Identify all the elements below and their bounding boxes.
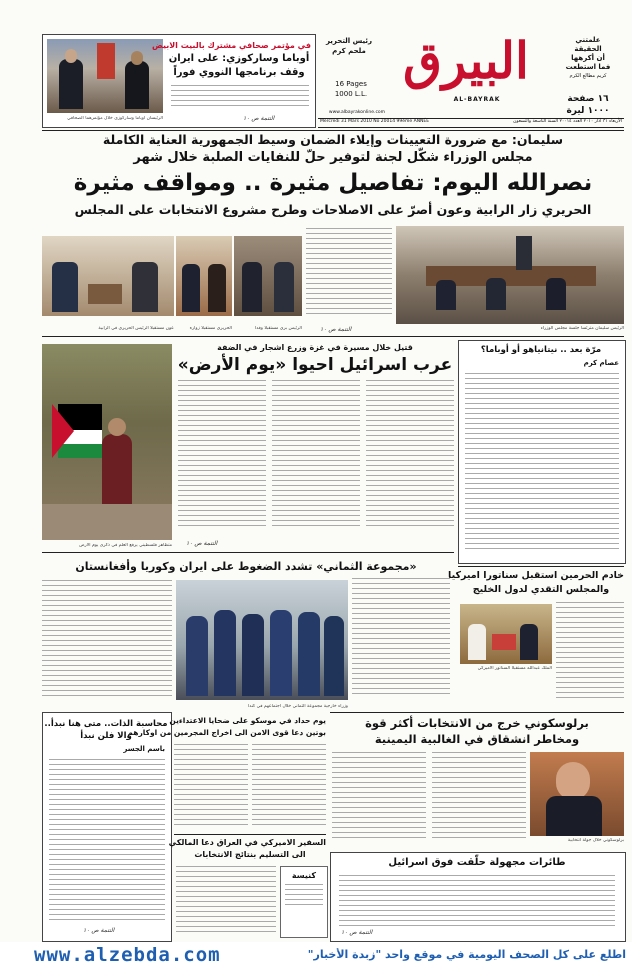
- israel-planes-box: [330, 852, 626, 942]
- top-story-caption: الرئيسان أوباما وساركوزي خلال مؤتمرهما الصحافي: [67, 116, 163, 121]
- editor-title: رئيس التحرير: [325, 37, 373, 45]
- saudi-photo: [460, 604, 552, 664]
- self-accounting-headline-2: والا فلن نبدأ: [80, 731, 132, 741]
- israel-planes-more: التتمة ص ١٠: [341, 929, 373, 936]
- palestine-more: التتمة ص ١٠: [186, 540, 218, 547]
- main-caption-4: عون مستقبلاً الرئيس الحريري في الرابية: [98, 326, 174, 331]
- pages-en: 16 Pages: [335, 80, 367, 88]
- top-story-kicker: في مؤتمر صحافي مشترك بالبيت الابيض: [152, 41, 311, 50]
- main-text-column: [306, 228, 392, 324]
- main-photo-aoun: [42, 236, 174, 316]
- self-accounting-box: [42, 712, 172, 942]
- iraq-body: [176, 866, 276, 936]
- logo-ar: البيرق: [403, 31, 529, 90]
- church-box: [280, 866, 328, 938]
- editor-name: ملحم كرم: [332, 47, 366, 55]
- footer-url[interactable]: www.alzebda.com: [34, 944, 221, 966]
- motto-line-3: أن أكرهها: [571, 54, 605, 62]
- g8-photo: [176, 580, 348, 700]
- berlusconi-photo: [530, 752, 624, 836]
- top-story-box: [42, 34, 316, 128]
- moscow-kicker: يوم حداد في موسكو على ضحايا الاعتداءين: [169, 716, 326, 725]
- g8-body-2: [42, 580, 172, 704]
- berlusconi-body-1: [432, 752, 526, 846]
- motto-line-1: علمتني: [575, 36, 601, 44]
- column-author: عصام كرم: [583, 359, 619, 367]
- price-en: 1000 L.L.: [334, 90, 368, 98]
- date-bar: [318, 118, 624, 128]
- church-title: كنيسة: [291, 871, 317, 880]
- moscow-body-2: [174, 744, 248, 830]
- footer-slogan: اطلع على كل الصحف اليومية في موقع واحد "زبدة الأخبار": [307, 948, 626, 961]
- palestine-photo: [42, 344, 172, 540]
- saudi-body: [556, 602, 624, 706]
- top-story-more: التتمة ص ١٠: [243, 115, 275, 122]
- israel-planes-body: [339, 875, 615, 933]
- date-en: Mercredi 31 Mars 2010 No 20014 99ème ANNÉE: [320, 119, 430, 124]
- g8-body-1: [352, 578, 450, 704]
- berlusconi-headline-2: ومخاطر انشقاق في الغالبية اليمينية: [374, 732, 580, 746]
- iraq-headline-2: الى التسليم بنتائج الانتخابات: [194, 850, 306, 859]
- self-accounting-more: التتمة ص ١٠: [83, 927, 115, 934]
- palestine-body-3: [366, 380, 454, 536]
- main-caption-3: الحريري مستقبلاً زواره: [189, 326, 232, 331]
- self-accounting-headline-1: محاسبة الذات.. متى هنا نبدأ..: [44, 719, 168, 729]
- israel-planes-headline: طائرات مجهولة حلّقت فوق اسرائيل: [388, 857, 566, 868]
- left-motto: [552, 36, 624, 81]
- footer-bar: [0, 942, 632, 974]
- palestine-kicker: قتيل خلال مسيرة في غزة وزرع اشجار في الضفة: [217, 343, 413, 352]
- iraq-headline-1: السفير الاميركي في العراق دعا المالكي: [168, 838, 326, 847]
- top-story-headline-1: أوباما وساركوزي: على ايران: [168, 53, 310, 64]
- motto-line-4: فما استطعت: [565, 63, 611, 71]
- main-caption-2: الرئيس بري مستقبلاً وفداً: [254, 326, 302, 331]
- main-photo-cabinet: [396, 226, 624, 324]
- main-more: التتمة ص ١٠: [320, 326, 352, 333]
- palestine-caption: متظاهر فلسطيني يرفع العلم في ذكرى يوم الأرض: [79, 543, 172, 548]
- saudi-caption: الملك عبدالله مستقبلاً السناتور الاميركي: [477, 666, 552, 671]
- column-body: [465, 373, 619, 557]
- motto-credit: كريم مطالع الكرم: [569, 73, 607, 79]
- main-headline-2: مجلس الوزراء شكّل لجنة لتوفير حلّ للنفايات الصلبة خلال شهر: [133, 150, 533, 165]
- website[interactable]: www.albayrakonline.com: [328, 110, 386, 115]
- saudi-headline-1: خادم الحرمين استقبل سناتورا اميركيا: [448, 570, 624, 581]
- moscow-body-1: [252, 744, 326, 830]
- main-headline-4: الحريري زار الرابية وعون أصرّ على الاصلاحات وطرح مشروع الانتخابات على المجلس: [74, 202, 592, 217]
- pages-ar: ١٦ صفحة: [567, 94, 609, 104]
- top-story-headline-2: وقف برنامجها النووي فوراً: [173, 67, 305, 78]
- palestine-body-2: [272, 380, 360, 536]
- berlusconi-caption: برلوسكوني خلال جولة انتخابية: [567, 838, 624, 843]
- editor-block: [318, 36, 380, 56]
- top-story-body: [171, 85, 309, 115]
- berlusconi-body-2: [332, 752, 426, 846]
- saudi-headline-2: والمجلس التقدي لدول الخليج: [472, 584, 610, 595]
- main-headline-1: سليمان: مع ضرورة التعيينات وإيلاء الضمان وسيط الجمهورية العناية الكاملة: [102, 132, 564, 147]
- palestine-headline: عرب اسرائيل احيوا «يوم الأرض»: [177, 355, 453, 375]
- main-caption-1: الرئيس سليمان مترئساً جلسة مجلس الوزراء: [540, 326, 624, 331]
- column-kicker: مرّة بعد .. نيتانياهو أو أوباما؟: [480, 345, 602, 355]
- palestine-body-1: [178, 380, 266, 536]
- masthead-logo: [382, 30, 550, 96]
- price-ar: ١٠٠٠ ليرة: [566, 106, 610, 116]
- main-photo-hariri: [176, 236, 232, 316]
- self-accounting-body: [49, 759, 165, 927]
- self-accounting-author: باسم الجسر: [123, 745, 165, 753]
- main-photo-berri: [234, 236, 302, 316]
- top-story-photo: [47, 39, 163, 113]
- date-ar: الأربعاء ٣١ آذار ٢٠١٠ العدد ٢٠٠١٤ السنة التاسعة والتسعون: [513, 119, 622, 124]
- g8-headline: «مجموعة الثماني» تشدد الضغوط على ايران وكوريا وأفغانستان: [75, 560, 417, 573]
- g8-caption: وزراء خارجية مجموعة الثماني خلال اجتماعهم في كندا: [248, 704, 348, 709]
- motto-line-2: الحقيقة: [574, 45, 602, 53]
- main-headline-3: نصرالله اليوم: تفاصيل مثيرة .. ومواقف مثيرة: [73, 170, 593, 196]
- logo-en: AL-BAYRAK: [453, 96, 501, 103]
- berlusconi-headline-1: برلوسكوني خرج من الانتخابات أكثر قوة: [365, 716, 589, 730]
- column-box: [458, 340, 626, 564]
- moscow-headline: بوتين دعا قوى الامن الى اخراج المجرمين من اوكارهم: [127, 728, 326, 737]
